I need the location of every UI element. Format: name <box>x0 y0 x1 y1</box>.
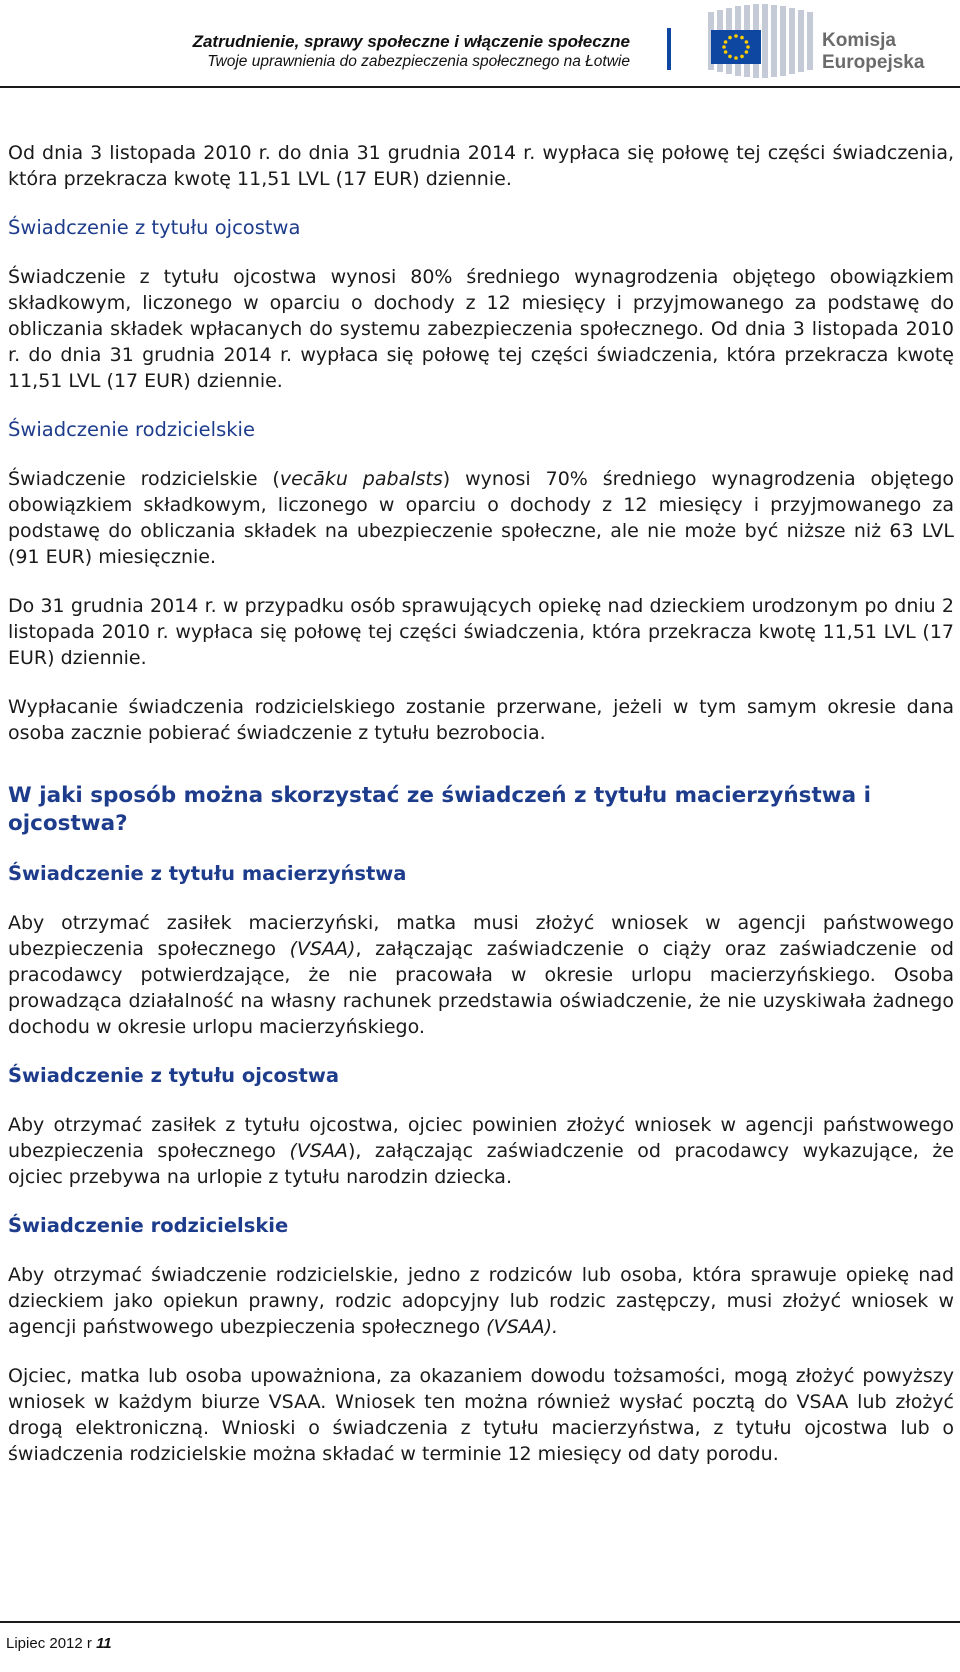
header-divider <box>667 28 671 70</box>
section-heading: Świadczenie rodzicielskie <box>8 418 255 441</box>
paragraph: Ojciec, matka lub osoba upoważniona, za okazaniem dowodu tożsamości, mogą złożyć powyższy wniosek w każdym biurze VSAA. Wniosek ten można również wysłać pocztą do VSAA lub złożyć drogą elektroniczną. Wnioski o świadczenia z tytułu macierzyństwa, z tytułu ojcostwa lub o świadczenia rodzicielskie można składać w terminie 12 miesięcy od daty porodu. <box>8 1365 954 1465</box>
header-titles <box>193 32 630 72</box>
logo-line-2: Europejska <box>822 52 925 73</box>
paragraph: Aby otrzymać zasiłek z tytułu ojcostwa, ojciec powinien złożyć wniosek w agencji państwowego ubezpieczenia społecznego (VSAA), załączając zaświadczenie od pracodawcy wykazujące, że ojciec przebywa na urlopie z tytułu narodzin dziecka. <box>8 1114 954 1188</box>
paragraph: Do 31 grudnia 2014 r. w przypadku osób sprawujących opiekę nad dzieckiem urodzonym po dniu 2 listopada 2010 r. wypłaca się połowę tej części świadczenia, która przekracza kwotę 11,51 LVL (17 EUR) dziennie. <box>8 595 954 669</box>
commission-logo-text <box>822 30 957 74</box>
logo-line-1: Komisja <box>822 30 896 51</box>
footer-date: Lipiec 2012 r <box>6 1635 97 1652</box>
paragraph: Świadczenie z tytułu ojcostwa wynosi 80% średniego wynagrodzenia objętego obowiązkiem składkowym, liczonego w oparciu o dochody z 12 miesięcy i przyjmowanego za podstawę do obliczania składek wpłacanych do systemu zabezpieczenia społecznego. Od dnia 3 listopada 2010 r. do dnia 31 grudnia 2014 r. wypłaca się połowę tej części świadczenia, która przekracza kwotę 11,51 LVL (17 EUR) dziennie. <box>8 266 954 392</box>
paragraph: Świadczenie rodzicielskie (vecāku pabalsts) wynosi 70% średniego wynagrodzenia objętego obowiązkiem składkowym, liczonego w oparciu o dochody z 12 miesięcy i przyjmowanego za podstawę do obliczania składek na ubezpieczenie społeczne, ale nie może być niższe niż 63 LVL (91 EUR) miesięcznie. <box>8 468 955 568</box>
page-number: 11 <box>96 1635 112 1652</box>
paragraph: Wypłacanie świadczenia rodzicielskiego zostanie przerwane, jeżeli w tym samym okresie dana osoba zacznie pobierać świadczenie z tytułu bezrobocia. <box>8 696 954 744</box>
eu-flag-icon <box>708 4 820 80</box>
header-title: Zatrudnienie, sprawy społeczne i włączenie społeczne <box>192 32 630 51</box>
document-body <box>8 140 954 1490</box>
header-rule <box>0 86 960 88</box>
paragraph: Od dnia 3 listopada 2010 r. do dnia 31 grudnia 2014 r. wypłaca się połowę tej części świadczenia, która przekracza kwotę 11,51 LVL (17 EUR) dziennie. <box>8 142 954 190</box>
paragraph: Aby otrzymać zasiłek macierzyński, matka musi złożyć wniosek w agencji państwowego ubezpieczenia społecznego (VSAA), załączając zaświadczenie o ciąży oraz zaświadczenie od pracodawcy potwierdzające, że nie pracowała w okresie urlopu macierzyńskiego. Osoba prowadząca działalność na własny rachunek przedstawia oświadczenie, że nie uzyskiwała żadnego dochodu w okresie urlopu macierzyńskiego. <box>8 912 954 1038</box>
header-subtitle: Twoje uprawnienia do zabezpieczenia społecznego na Łotwie <box>207 53 630 70</box>
page-header <box>0 0 960 88</box>
footer-rule <box>0 1621 960 1623</box>
subsection-heading: Świadczenie rodzicielskie <box>8 1214 289 1237</box>
subsection-heading: Świadczenie z tytułu macierzyństwa <box>8 862 407 885</box>
page-footer <box>6 1635 112 1652</box>
subsection-heading: Świadczenie z tytułu ojcostwa <box>8 1064 339 1087</box>
paragraph: Aby otrzymać świadczenie rodzicielskie, jedno z rodziców lub osoba, która sprawuje opiekę nad dzieckiem jako opiekun prawny, rodzic adopcyjny lub rodzic zastępczy, musi złożyć wniosek w agencji państwowego ubezpieczenia społecznego (VSAA). <box>8 1264 954 1338</box>
section-heading: Świadczenie z tytułu ojcostwa <box>8 216 301 239</box>
question-heading: W jaki sposób można skorzystać ze świadczeń z tytułu macierzyństwa i ojcostwa? <box>8 783 871 836</box>
